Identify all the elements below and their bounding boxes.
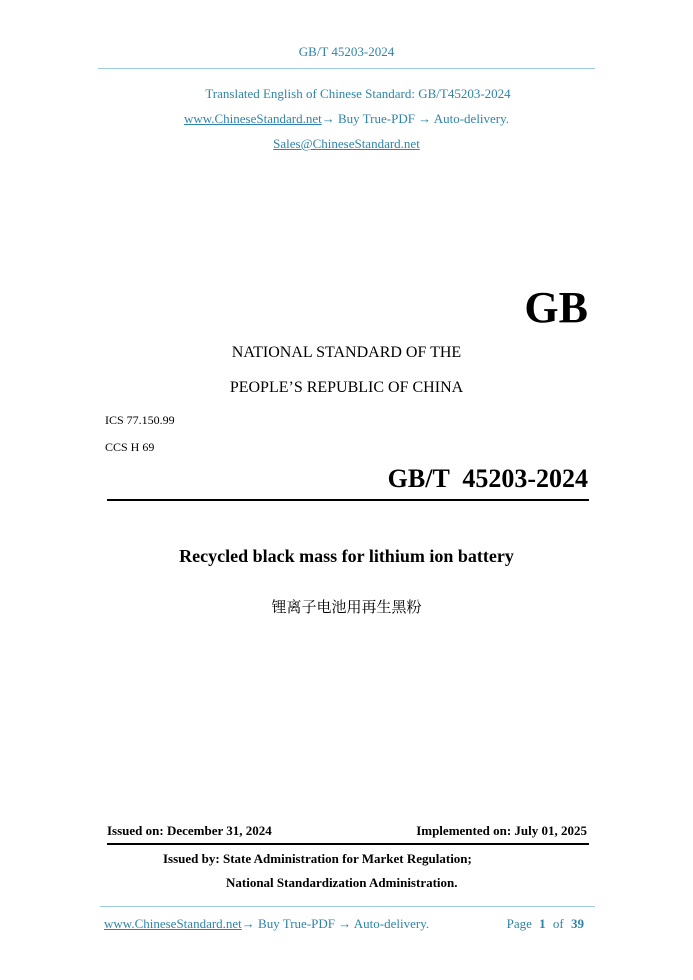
footer-rule (100, 906, 595, 907)
title-chinese: 锂离子电池用再生黑粉 (271, 598, 422, 616)
national-standard-line-1: NATIONAL STANDARD OF THE (231, 344, 462, 361)
header-rule (98, 68, 595, 69)
ccs-code: CCS H 69 (105, 440, 155, 454)
page-number: 1 (539, 916, 546, 931)
translated-line: Translated English of Chinese Standard: GB/T45203-2024 (205, 86, 511, 101)
standard-number: GB/T 45203-2024 (387, 464, 588, 493)
gb-mark: GB (524, 283, 588, 332)
promo-links (0, 111, 693, 127)
page-header-doc-id: GB/T 45203-2024 (298, 44, 395, 59)
site-link[interactable]: www.ChineseStandard.net (183, 111, 322, 126)
page-of-label: of (552, 916, 564, 931)
issued-by-line-1: Issued by: State Administration for Market Regulation; (163, 851, 472, 866)
ics-code: ICS 77.150.99 (105, 413, 175, 427)
dates-rule (107, 843, 589, 845)
footer-buy-text: → Buy True-PDF → Auto-delivery. (241, 916, 430, 931)
page-counter (507, 916, 584, 932)
footer-links (104, 916, 429, 932)
page-total: 39 (571, 916, 584, 931)
title-rule (107, 499, 589, 501)
sales-email-link[interactable]: Sales@ChineseStandard.net (273, 136, 420, 151)
title-english: Recycled black mass for lithium ion battery (179, 546, 514, 566)
issued-on: Issued on: December 31, 2024 (107, 823, 272, 838)
issued-by-line-2: National Standardization Administration. (226, 875, 458, 890)
implemented-on: Implemented on: July 01, 2025 (416, 823, 587, 838)
promo-buy-text: → Buy True-PDF → Auto-delivery. (321, 111, 510, 126)
footer-site-link[interactable]: www.ChineseStandard.net (104, 916, 242, 931)
page-label: Page (506, 916, 532, 931)
national-standard-line-2: PEOPLE’S REPUBLIC OF CHINA (229, 379, 464, 396)
